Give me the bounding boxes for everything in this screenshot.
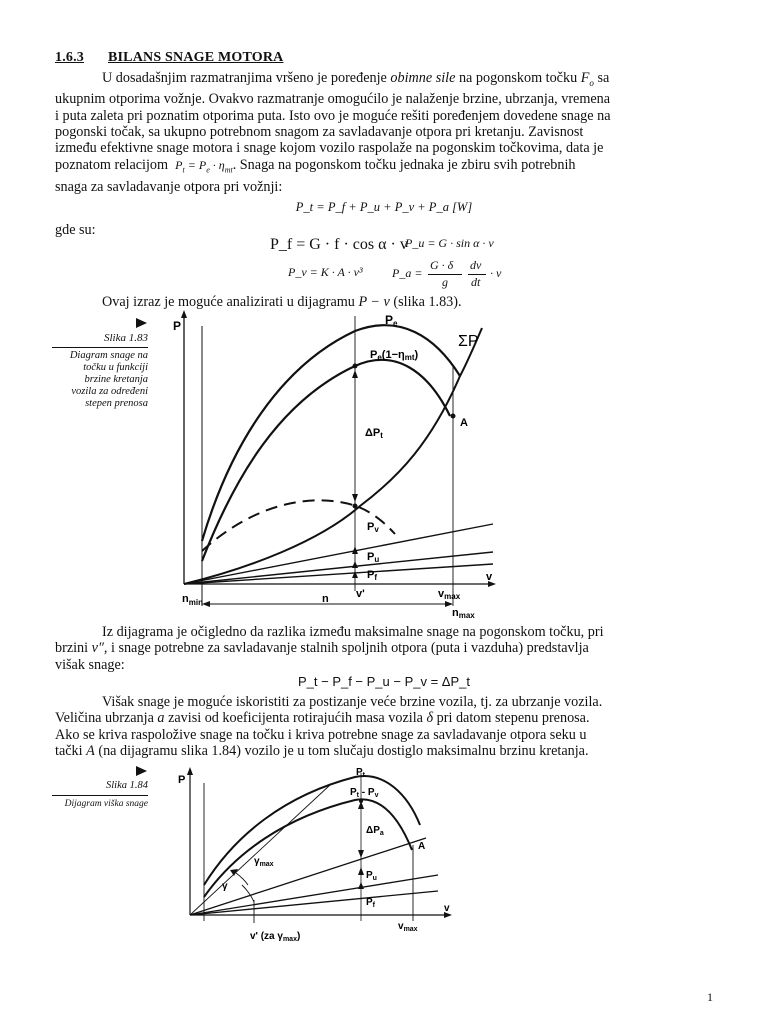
section-number: 1.6.3 bbox=[55, 50, 84, 65]
intro-line-2: ukupnim otporima vožnje. Ovakvo razmatranje omogućilo je nalaženje brzine, ubrzanja, vremena bbox=[55, 91, 611, 108]
diagram-intro-sentence: Ovaj izraz je moguće analizirati u dijagramu P − v (slika 1.83). bbox=[102, 294, 462, 310]
fig83-label-p: P bbox=[173, 319, 182, 333]
intro-line-3: i puta zaleta pri poznatim otporima puta. Isto ovo je moguće rešiti poređenjem dovedene snage na bbox=[55, 107, 611, 124]
fig83-y-axis-arrow bbox=[181, 310, 187, 318]
intro-line-1: U dosadašnjim razmatranjima vršeno je poređenje obimne sile na pogonskom točku $F_o$ sa bbox=[102, 70, 610, 88]
equation-pf: P_f = G · f · cos α · v bbox=[270, 236, 408, 253]
fig84-label-vprime: v' (za $\gamma_{max}$) bbox=[250, 931, 301, 943]
intro-line-5: između efektivne snage motora i snage kojom vozilo raspolaže na pogonskim točkovima, data je bbox=[55, 140, 604, 157]
fig84-label-a: A bbox=[418, 841, 426, 852]
figure-1-84-caption: Slika 1.84 Dijagram viška snage bbox=[52, 768, 148, 810]
equation-pu: P_u = G · sin α · v bbox=[405, 236, 494, 250]
equation-main: P_t = P_f + P_u + P_v + P_a [W] bbox=[295, 200, 473, 214]
fig84-label-p: P bbox=[178, 774, 186, 786]
equation-pa: P_a = G · δ g dv dt · v bbox=[392, 258, 502, 289]
fig84-label-vmax: $v_{max}$ bbox=[398, 921, 418, 933]
figure-1-84 bbox=[150, 765, 460, 950]
paragraph-3: Višak snage je moguće iskoristiti za postizanje veće brzine vozila, tj. za ubrzanje vozila. Veličina ubrzanja a zavisi od koeficijenta rotirajućih masa vozila δ pri datom stepenu prenosa. Ako se kriva raspoložive snage na točku i kriva potrebne snage za savladavanje otpora seku u tački A (na dijagramu slika 1.84) vozilo je u tom slučaju dostiglo maksimalnu brzinu kretanja. bbox=[55, 694, 603, 760]
fig83-label-vprime: v' bbox=[356, 588, 365, 600]
fig83-pu-line bbox=[184, 552, 493, 584]
fig83-label-pe: Pe bbox=[385, 313, 398, 328]
fig83-label-v: v bbox=[486, 571, 493, 583]
fig83-sum-p-curve bbox=[184, 328, 482, 584]
fig83-label-vmax: vmax bbox=[438, 588, 461, 601]
fig83-label-delta-pt: ΔPt bbox=[365, 427, 383, 440]
fig83-label-sum-p: ΣP bbox=[458, 333, 479, 350]
fig83-label-nmin: $n_{min}$ bbox=[182, 593, 203, 607]
fig83-pe-curve bbox=[202, 325, 460, 541]
fig84-label-pf: $P_f$ bbox=[366, 897, 376, 909]
caption-arrow-icon bbox=[136, 318, 148, 330]
section-heading bbox=[55, 50, 283, 66]
figure-1-84-svg bbox=[150, 765, 460, 945]
equation-pv: P_v = K · A · v³ bbox=[288, 265, 363, 279]
figure-1-83 bbox=[160, 306, 500, 627]
fig84-label-gamma-max: $\gamma_{max}$ bbox=[254, 856, 274, 868]
fig83-pf-line bbox=[184, 564, 493, 584]
caption-arrow-icon bbox=[136, 766, 148, 778]
paragraph-2: Iz dijagrama je očigledno da razlika između maksimalne snage na pogonskom točku, pri brzini v″, i snage potrebne za savladavanje stalnih spoljnih otpora (puta i vazduha) predstavlja višak snage: bbox=[55, 624, 604, 673]
gde-su-label: gde su: bbox=[55, 222, 96, 238]
fig83-label-nmax: nmax bbox=[452, 607, 475, 620]
fig84-label-pu: $P_u$ bbox=[366, 870, 377, 882]
fig83-label-pe-eta: Pe(1−ηmt) bbox=[370, 349, 419, 362]
fig84-label-v: v bbox=[444, 903, 450, 914]
section-title: BILANS SNAGE MOTORA bbox=[108, 50, 284, 65]
figure-1-83-svg bbox=[160, 306, 500, 622]
fig84-label-pt-pv: $P_t - P_v$ bbox=[350, 787, 379, 799]
figure-1-83-caption: Slika 1.83 Diagram snage na točku u funkciji brzine kretanja vozila za određeni stepen prenosa bbox=[52, 320, 148, 410]
intro-line-4: pogonski točak, sa ukupno potrebnom snagom za savladavanje otpora pri kretanju. Zavisnost bbox=[55, 124, 584, 141]
fig84-label-pt: $P_t$ bbox=[356, 767, 366, 779]
fig84-label-gamma: γ bbox=[222, 881, 228, 892]
fig84-pt-pv-curve bbox=[204, 799, 412, 897]
equation-excess: P_t − P_f − P_u − P_v = ΔP_t bbox=[297, 674, 470, 689]
fig84-pt-curve bbox=[204, 776, 420, 885]
fig83-pv-line bbox=[184, 524, 493, 584]
intro-paragraph bbox=[55, 70, 715, 195]
fig83-label-a: A bbox=[460, 417, 468, 429]
fig83-label-pf: Pf bbox=[367, 569, 378, 582]
fig83-label-pu: Pu bbox=[367, 551, 380, 564]
page-number: 1 bbox=[707, 990, 713, 1004]
intro-line-6: poznatom relacijom $P_t = P_e \cdot \eta_{mt}$. Snaga na pogonskom točku jednaka je zbiru svih potrebnih bbox=[55, 156, 576, 175]
intro-line-7: snaga za savladavanje otpora pri vožnji: bbox=[55, 178, 283, 195]
fig83-label-pv: Pv bbox=[367, 521, 379, 534]
fig83-label-n: n bbox=[322, 593, 329, 605]
fig84-label-delta-pa: $\Delta P_a$ bbox=[366, 825, 384, 837]
